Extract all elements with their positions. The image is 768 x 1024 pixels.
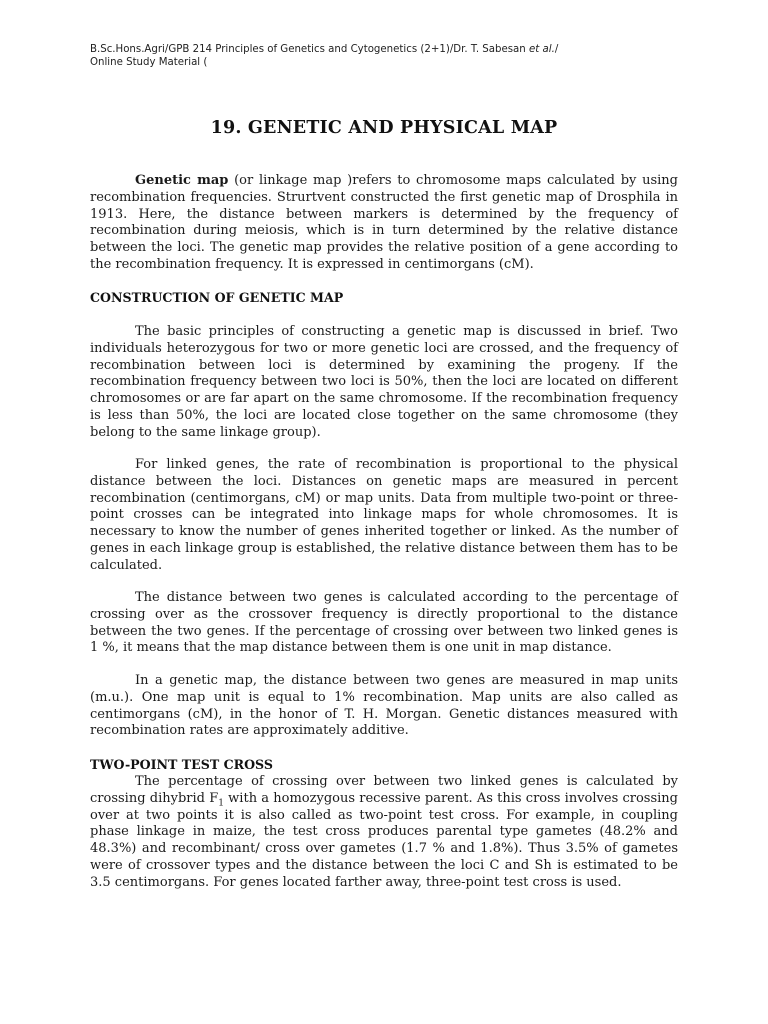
two-point-text-part1: The percentage of crossing over between two linked genes is calculated by crossing dihybrid F xyxy=(90,774,678,806)
construction-paragraph-4: In a genetic map, the distance between two genes are measured in map units (m.u.). One map unit is equal to 1% recombination. Map units are also called as centimorgans (cM), in the honor of T. H. Morgan. Genetic distances measured with recombination rates are approximately additive. xyxy=(90,673,678,739)
intro-paragraph xyxy=(90,173,678,274)
construction-paragraph-1: The basic principles of constructing a genetic map is discussed in brief. Two individuals heterozygous for two or more genetic loci are crossed, and the frequency of recombination between loci is determined by examining the progeny. If the recombination frequency between two loci is 50%, then the loci are located on different chromosomes or are far apart on the same chromosome. If the recombination frequency is less than 50%, the loci are located close together on the same chromosome (they belong to the same linkage group). xyxy=(90,324,678,440)
section-heading-construction: CONSTRUCTION OF GENETIC MAP xyxy=(90,290,344,305)
construction-paragraph-3: The distance between two genes is calculated according to the percentage of crossing over as the crossover frequency is directly proportional to the distance between the two genes. If the percentage of crossing over between two linked genes is 1 %, it means that the map distance between them is one unit in map distance. xyxy=(90,590,678,656)
two-point-paragraph-block xyxy=(90,774,678,892)
section-heading-two-point: TWO-POINT TEST CROSS xyxy=(90,757,273,772)
f1-subscript: 1 xyxy=(218,798,224,809)
running-header xyxy=(90,43,558,69)
construction-paragraph-1-block xyxy=(90,324,678,442)
header-et-al: et al. xyxy=(529,44,555,55)
intro-paragraph-block xyxy=(90,173,678,274)
two-point-paragraph xyxy=(90,774,678,892)
construction-paragraph-2: For linked genes, the rate of recombination is proportional to the physical distance between the loci. Distances on genetic maps are measured in percent recombination (centimorgans, cM) or map units. Data from multiple two-point or three-point crosses can be integrated into linkage maps for whole chromosomes. It is necessary to know the number of genes inherited together or linked. As the number of genes in each linkage group is established, the relative distance between them has to be calculated. xyxy=(90,457,678,573)
intro-term: Genetic map xyxy=(135,173,229,188)
header-course-text: B.Sc.Hons.Agri/GPB 214 Principles of Genetics and Cytogenetics (2+1)/Dr. T. Sabesan xyxy=(90,44,529,55)
intro-text: (or linkage map )refers to chromosome maps calculated by using recombination frequencies. Strurtvent constructed the first genetic map of Drosphila in 1913. Here, the distance between markers is determined by the frequency of recombination during meiosis, which is in turn determined by the relative distance between the loci. The genetic map provides the relative position of a gene according to the recombination frequency. It is expressed in centimorgans (cM). xyxy=(90,173,679,272)
two-point-text-part2: with a homozygous recessive parent. As this cross involves crossing over at two points it is also called as two-point test cross. For example, in coupling phase linkage in maize, the test cross produces parental type gametes (48.2% and 48.3%) and recombinant/ cross over gametes (1.7 % and 1.8%). Thus 3.5% of gametes were of crossover types and the distance between the loci C and Sh is estimated to be 3.5 centimorgans. For genes located farther away, three-point test cross is used. xyxy=(90,790,679,890)
chapter-title: 19. GENETIC AND PHYSICAL MAP xyxy=(210,118,558,138)
construction-paragraph-4-block xyxy=(90,673,678,740)
header-course-line xyxy=(90,43,558,56)
construction-paragraph-2-block xyxy=(90,457,678,575)
header-material-line: Online Study Material ( xyxy=(90,57,208,68)
header-slash: / xyxy=(554,44,559,55)
construction-paragraph-3-block xyxy=(90,590,678,657)
